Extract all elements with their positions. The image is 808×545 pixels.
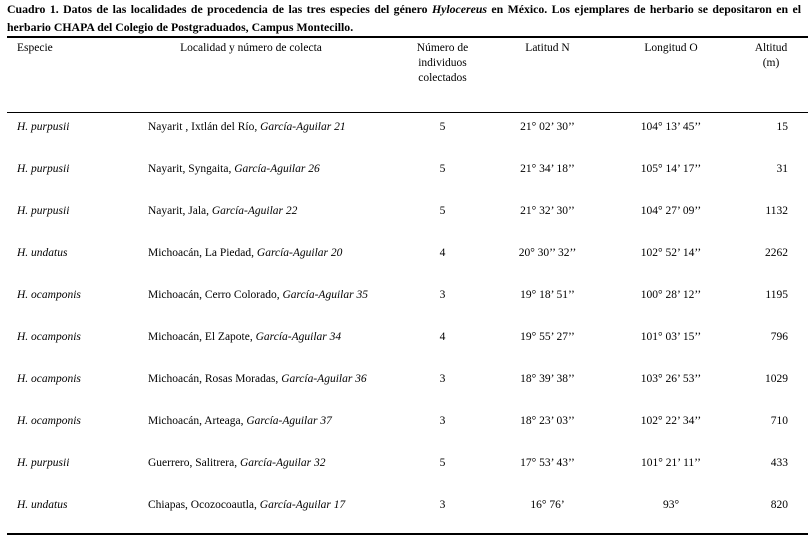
collector-number-italic: García-Aguilar 22 — [211, 205, 298, 217]
header-altitud — [752, 41, 790, 86]
header-altitud-line1: Altitud — [754, 42, 788, 54]
latitude-cell: 20° 30’’ 32’’ — [518, 247, 577, 259]
locality-text: Michoacán, El Zapote, — [148, 331, 256, 343]
species-cell: H. ocamponis — [17, 331, 81, 343]
latitude-cell: 16° 76’ — [530, 499, 565, 511]
table-caption — [7, 1, 801, 36]
locality-cell — [145, 163, 380, 176]
altitude-cell: 31 — [776, 163, 788, 175]
header-latitud: Latitud N — [525, 42, 570, 54]
locality-text: Michoacán, Rosas Moradas, — [148, 373, 282, 385]
altitude-cell: 433 — [770, 457, 788, 469]
latitude-cell: 21° 34’ 18’’ — [520, 163, 575, 175]
locality-cell — [145, 331, 380, 344]
table-row — [7, 281, 808, 323]
latitude-cell: 21° 32’ 30’’ — [520, 205, 575, 217]
altitude-cell: 820 — [770, 499, 788, 511]
locality-text: Guerrero, Salitrera, — [148, 457, 240, 469]
collector-number-italic: García-Aguilar 36 — [281, 373, 367, 385]
caption-suffix: en México. Los ejemplares de herbario se depositaron en el herbario CHAPA del Colegio de Postgraduados, Campus Montecillo. — [7, 2, 801, 34]
locality-text: Nayarit , Ixtlán del Río, — [148, 121, 261, 133]
longitude-cell: 102° 52’ 14’’ — [640, 247, 702, 259]
collector-number-italic: García-Aguilar 21 — [260, 121, 346, 133]
header-numero-line2: individuos — [418, 57, 467, 69]
individuals-cell: 3 — [439, 289, 446, 301]
individuals-cell: 5 — [439, 163, 446, 175]
header-especie: Especie — [17, 42, 53, 54]
latitude-cell: 18° 23’ 03’’ — [520, 415, 575, 427]
caption-prefix: Cuadro 1. Datos de las localidades de procedencia de las tres especies del género — [7, 2, 432, 16]
latitude-cell: 18° 39’ 38’’ — [520, 373, 575, 385]
locality-cell — [145, 121, 380, 134]
table-bottom-rule — [7, 533, 808, 535]
collector-number-italic: García-Aguilar 26 — [234, 163, 320, 175]
table-row — [7, 365, 808, 407]
locality-text: Chiapas, Ocozocoautla, — [148, 499, 260, 511]
collector-number-italic: García-Aguilar 17 — [259, 499, 346, 511]
table-row — [7, 239, 808, 281]
table-row — [7, 407, 808, 449]
collector-number-italic: García-Aguilar 37 — [246, 415, 332, 427]
latitude-cell: 17° 53’ 43’’ — [520, 457, 575, 469]
altitude-cell: 15 — [776, 121, 788, 133]
altitude-cell: 2262 — [765, 247, 788, 259]
locality-text: Michoacán, Cerro Colorado, — [148, 289, 283, 301]
species-cell: H. purpusii — [17, 163, 70, 175]
collector-number-italic: García-Aguilar 32 — [239, 457, 326, 469]
caption-genus-italic: Hylocereus — [431, 2, 487, 16]
species-cell: H. undatus — [17, 499, 68, 511]
longitude-cell: 102° 22’ 34’’ — [640, 415, 702, 427]
individuals-cell: 3 — [439, 499, 446, 511]
table-row — [7, 323, 808, 365]
species-cell: H. purpusii — [17, 205, 70, 217]
individuals-cell: 3 — [439, 373, 446, 385]
table-row — [7, 155, 808, 197]
altitude-cell: 1132 — [765, 205, 788, 217]
altitude-cell: 1195 — [765, 289, 788, 301]
header-numero-line1: Número de — [416, 42, 469, 54]
table-row — [7, 197, 808, 239]
locality-cell — [145, 247, 380, 260]
collector-number-italic: García-Aguilar 20 — [256, 247, 343, 259]
latitude-cell: 19° 55’ 27’’ — [520, 331, 575, 343]
latitude-cell: 19° 18’ 51’’ — [520, 289, 575, 301]
header-numero-line3: colectados — [418, 72, 467, 84]
individuals-cell: 3 — [439, 415, 446, 427]
individuals-cell: 5 — [439, 121, 446, 133]
species-cell: H. purpusii — [17, 121, 70, 133]
altitude-cell: 796 — [770, 331, 788, 343]
locality-cell — [145, 415, 380, 428]
species-cell: H. undatus — [17, 247, 68, 259]
longitude-cell: 100° 28’ 12’’ — [640, 289, 702, 301]
table-row — [7, 449, 808, 491]
individuals-cell: 4 — [439, 331, 446, 343]
locality-text: Nayarit, Jala, — [148, 205, 212, 217]
table-top-rule — [7, 36, 808, 38]
header-localidad: Localidad y número de colecta — [180, 42, 322, 54]
table-row — [7, 113, 808, 155]
longitude-cell: 104° 13’ 45’’ — [640, 121, 702, 133]
individuals-cell: 5 — [439, 457, 446, 469]
table-row — [7, 491, 808, 533]
species-cell: H. ocamponis — [17, 415, 81, 427]
table-body — [7, 113, 808, 533]
altitude-cell: 710 — [770, 415, 788, 427]
collector-number-italic: García-Aguilar 34 — [255, 331, 342, 343]
header-longitud: Longitud O — [644, 42, 698, 54]
locality-cell — [145, 457, 380, 470]
species-cell: H. ocamponis — [17, 289, 81, 301]
locality-text: Michoacán, La Piedad, — [148, 247, 257, 259]
longitude-cell: 101° 21’ 11’’ — [641, 457, 701, 469]
longitude-cell: 93° — [662, 499, 680, 511]
species-cell: H. ocamponis — [17, 373, 81, 385]
locality-text: Nayarit, Syngaita, — [148, 163, 235, 175]
table-header-row — [7, 41, 808, 86]
longitude-cell: 104° 27’ 09’’ — [640, 205, 702, 217]
longitude-cell: 103° 26’ 53’’ — [640, 373, 702, 385]
locality-cell — [145, 205, 380, 218]
locality-text: Michoacán, Arteaga, — [148, 415, 247, 427]
header-altitud-line2: (m) — [762, 57, 780, 69]
longitude-cell: 101° 03’ 15’’ — [640, 331, 702, 343]
latitude-cell: 21° 02’ 30’’ — [520, 121, 575, 133]
individuals-cell: 4 — [439, 247, 446, 259]
altitude-cell: 1029 — [765, 373, 788, 385]
locality-cell — [145, 373, 380, 386]
longitude-cell: 105° 14’ 17’’ — [640, 163, 702, 175]
individuals-cell: 5 — [439, 205, 446, 217]
collector-number-italic: García-Aguilar 35 — [282, 289, 368, 301]
species-cell: H. purpusii — [17, 457, 70, 469]
header-numero-individuos — [380, 41, 505, 86]
locality-cell — [145, 289, 380, 302]
locality-cell — [145, 499, 380, 512]
